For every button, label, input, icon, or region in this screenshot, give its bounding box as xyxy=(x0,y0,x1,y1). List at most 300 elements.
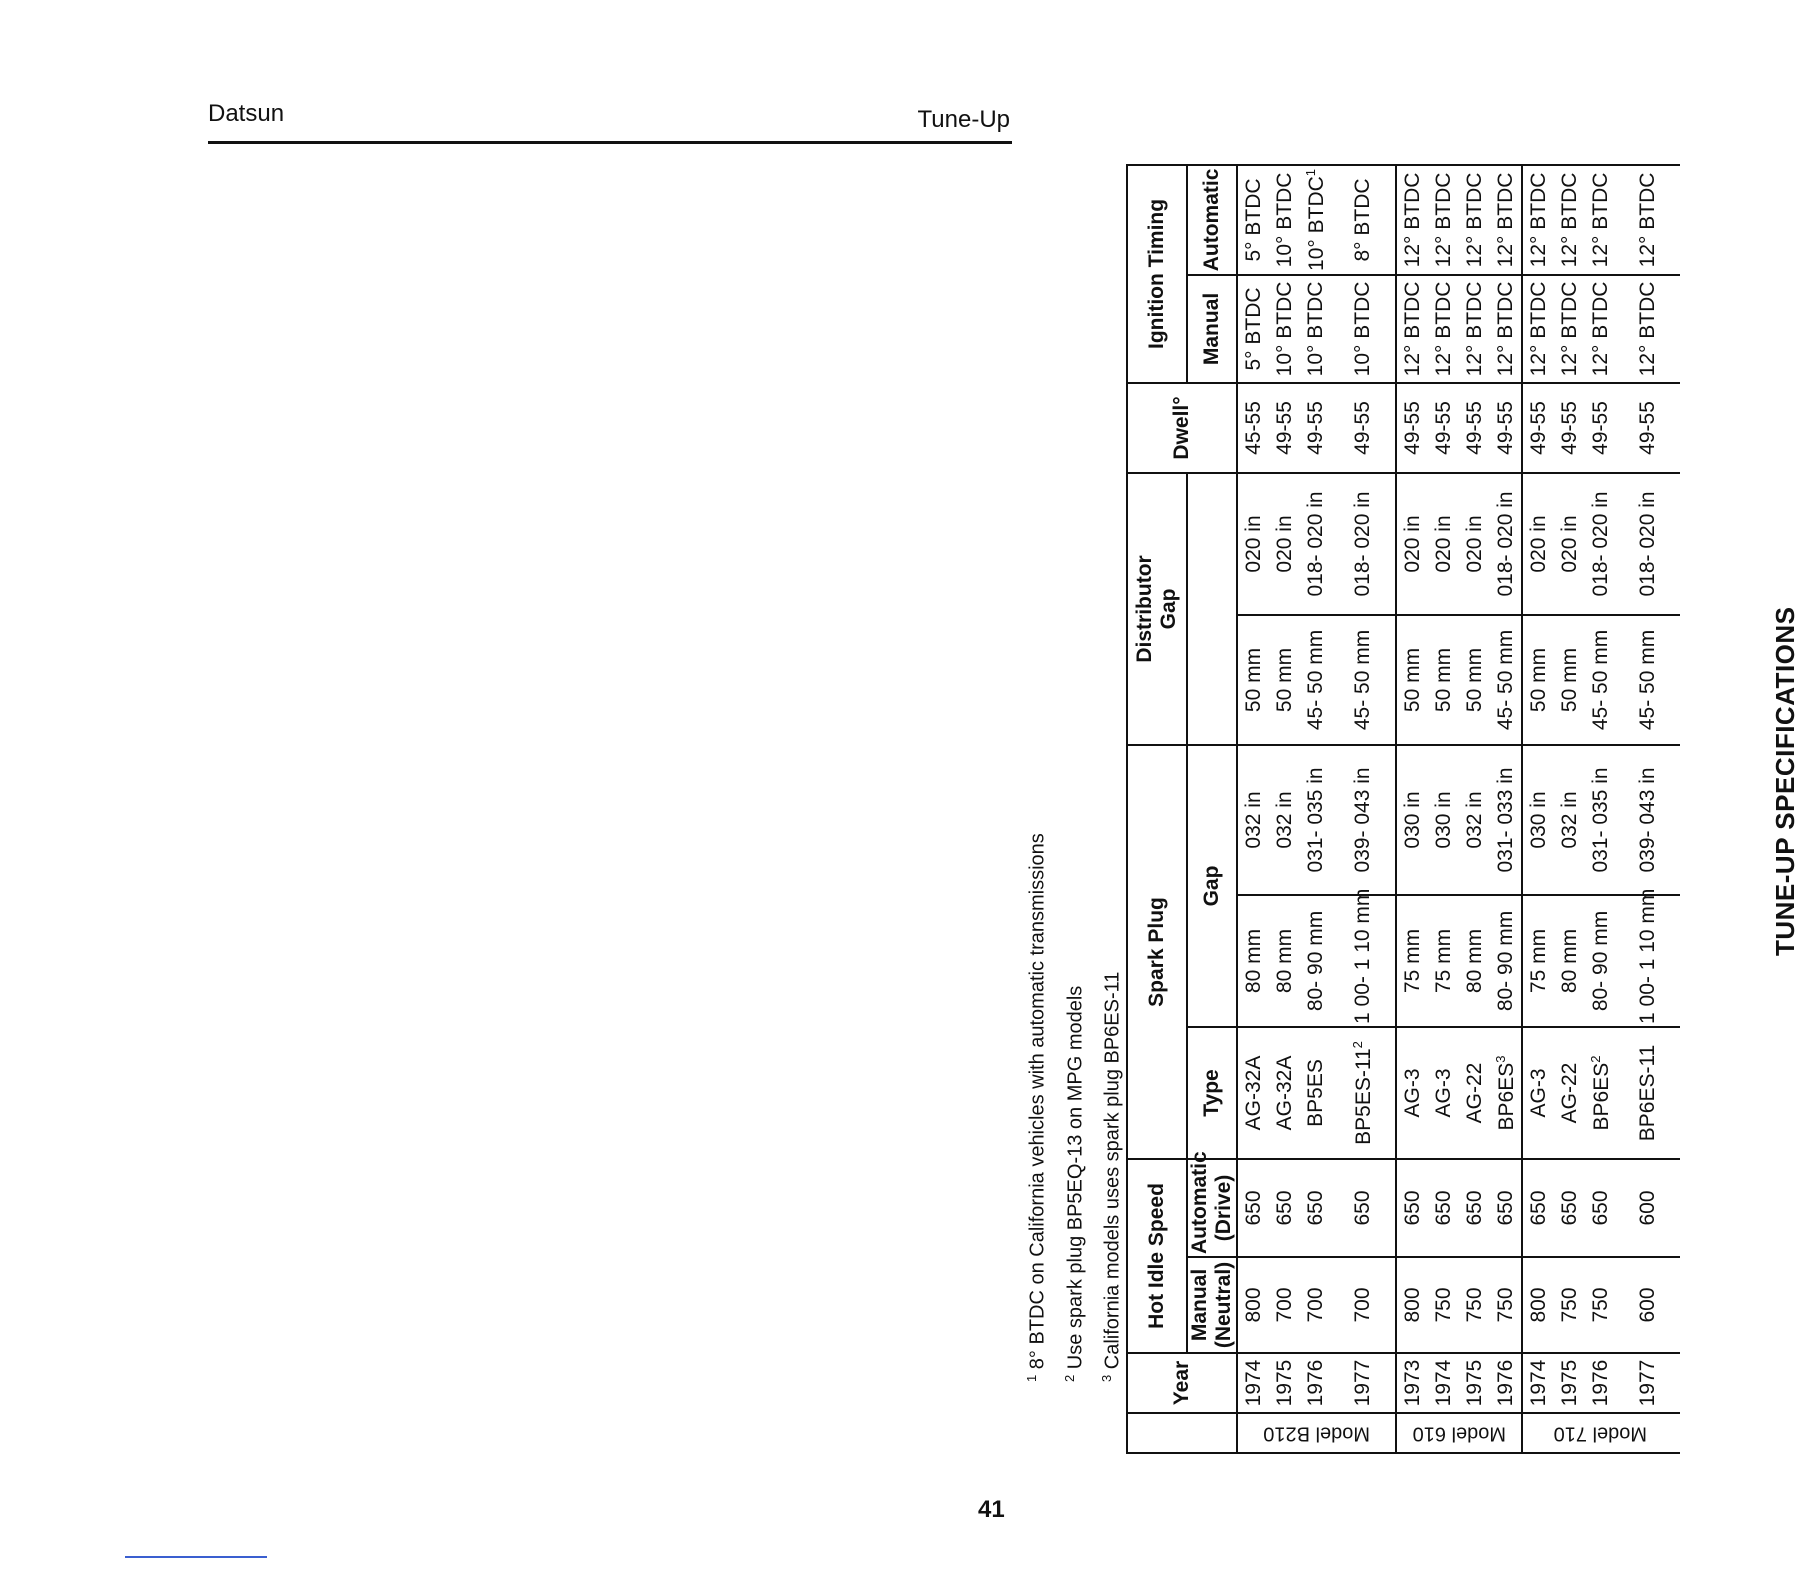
cell-ign-manual xyxy=(1269,275,1300,383)
cell-plug-gap-in xyxy=(1490,745,1522,895)
cell-year xyxy=(1459,1353,1490,1413)
cell-year xyxy=(1428,1353,1459,1413)
cell-plug-type-text: AG-22 xyxy=(1557,1062,1581,1124)
cell-dist-gap-mm xyxy=(1237,615,1269,745)
cell-ign-automatic xyxy=(1269,165,1300,275)
cell-year-text: 1977 xyxy=(1636,1359,1659,1407)
table-row xyxy=(1554,165,1585,1453)
cell-idle-manual xyxy=(1396,1257,1428,1353)
col-plug-gap: Gap xyxy=(1187,745,1237,1027)
cell-plug-gap-in xyxy=(1522,745,1554,895)
cell-year xyxy=(1300,1353,1331,1413)
cell-dwell-text: 49-55 xyxy=(1588,401,1612,455)
cell-idle-manual-text: 700 xyxy=(1351,1287,1374,1323)
cell-dist-gap-in xyxy=(1269,473,1300,615)
cell-dist-gap-mm-text: 45- 50 mm xyxy=(1636,629,1659,731)
cell-plug-gap-in-text: 032 in xyxy=(1272,791,1296,849)
table-row xyxy=(1237,165,1269,1453)
cell-idle-automatic-text: 650 xyxy=(1303,1190,1327,1226)
cell-idle-automatic-text: 650 xyxy=(1493,1190,1517,1226)
cell-dist-gap-in-text: 018- 020 in xyxy=(1493,491,1517,597)
footnotes xyxy=(1016,833,1129,1382)
cell-plug-gap-mm-text: 1 00- 1 10 mm xyxy=(1636,888,1659,1024)
cell-ign-manual-text: 10° BTDC xyxy=(1303,281,1327,377)
cell-ign-automatic-text: 12° BTDC xyxy=(1557,172,1581,268)
cell-idle-automatic xyxy=(1585,1159,1616,1257)
col-distributor-gap: Gap xyxy=(1157,588,1180,630)
col-idle-neutral-label: (Neutral) xyxy=(1212,1261,1235,1349)
cell-idle-manual-text: 750 xyxy=(1588,1287,1612,1323)
cell-plug-type-text: AG-3 xyxy=(1431,1068,1455,1118)
page-title: TUNE-UP SPECIFICATIONS xyxy=(1770,606,1800,956)
cell-idle-automatic xyxy=(1522,1159,1554,1257)
cell-idle-automatic-text: 650 xyxy=(1462,1190,1486,1226)
cell-plug-gap-in xyxy=(1616,745,1680,895)
table-row xyxy=(1459,165,1490,1453)
cell-year xyxy=(1522,1353,1554,1413)
cell-ign-automatic xyxy=(1585,165,1616,275)
cell-idle-automatic xyxy=(1237,1159,1269,1257)
cell-idle-manual xyxy=(1585,1257,1616,1353)
cell-dist-gap-in xyxy=(1459,473,1490,615)
cell-year-text: 1976 xyxy=(1303,1359,1327,1407)
cell-idle-manual xyxy=(1269,1257,1300,1353)
cell-idle-automatic xyxy=(1331,1159,1396,1257)
cell-idle-manual xyxy=(1300,1257,1331,1353)
col-year: Year xyxy=(1127,1353,1237,1413)
cell-ign-manual-text: 12° BTDC xyxy=(1493,281,1517,377)
cell-plug-gap-mm-text: 1 00- 1 10 mm xyxy=(1351,888,1374,1024)
col-idle-automatic-label: Automatic xyxy=(1188,1151,1211,1254)
cell-plug-type xyxy=(1300,1027,1331,1159)
rotated-table-frame xyxy=(1000,166,1800,1466)
cell-plug-gap-mm xyxy=(1428,895,1459,1027)
cell-idle-manual xyxy=(1331,1257,1396,1353)
cell-dist-gap-mm-text: 50 mm xyxy=(1241,647,1265,713)
cell-plug-gap-in xyxy=(1269,745,1300,895)
cell-dist-gap-in xyxy=(1616,473,1680,615)
table-row xyxy=(1490,165,1522,1453)
cell-ign-automatic xyxy=(1522,165,1554,275)
cell-year xyxy=(1396,1353,1428,1413)
cell-dwell-text: 49-55 xyxy=(1272,401,1296,455)
cell-plug-gap-in-text: 030 in xyxy=(1400,791,1424,849)
cell-idle-automatic-text: 650 xyxy=(1526,1190,1550,1226)
cell-dist-gap-mm-text: 45- 50 mm xyxy=(1493,629,1517,731)
cell-idle-manual xyxy=(1616,1257,1680,1353)
cell-dist-gap-mm-text: 50 mm xyxy=(1431,647,1455,713)
table-row xyxy=(1428,165,1459,1453)
cell-plug-type-text: BP5ES xyxy=(1303,1059,1327,1127)
cell-plug-gap-mm-text: 75 mm xyxy=(1526,928,1550,994)
cell-year-text: 1976 xyxy=(1588,1359,1612,1407)
cell-ign-manual xyxy=(1396,275,1428,383)
cell-plug-gap-mm xyxy=(1300,895,1331,1027)
cell-idle-manual-text: 700 xyxy=(1303,1287,1327,1323)
cell-ign-automatic xyxy=(1396,165,1428,275)
cell-plug-gap-in xyxy=(1331,745,1396,895)
footnote-marker: 2 xyxy=(1587,1055,1603,1063)
cell-idle-automatic xyxy=(1428,1159,1459,1257)
cell-plug-gap-in-text: 039- 043 in xyxy=(1636,767,1659,873)
spec-table-body xyxy=(1237,165,1680,1453)
cell-idle-manual-text: 800 xyxy=(1241,1287,1265,1323)
table-row xyxy=(1300,165,1331,1453)
cell-idle-manual-text: 700 xyxy=(1272,1287,1296,1323)
cell-dwell-text: 49-55 xyxy=(1462,401,1486,455)
cell-dist-gap-mm xyxy=(1300,615,1331,745)
cell-dist-gap-mm xyxy=(1616,615,1680,745)
cell-idle-automatic xyxy=(1300,1159,1331,1257)
cell-idle-automatic-text: 650 xyxy=(1557,1190,1581,1226)
cell-plug-gap-mm xyxy=(1396,895,1428,1027)
cell-plug-type-text: AG-32A xyxy=(1272,1055,1296,1131)
cell-dwell xyxy=(1331,383,1396,473)
cell-dwell xyxy=(1554,383,1585,473)
cell-plug-gap-in-text: 031- 033 in xyxy=(1493,767,1517,873)
cell-idle-manual-text: 750 xyxy=(1462,1287,1486,1323)
cell-dist-gap-mm xyxy=(1554,615,1585,745)
cell-idle-automatic-text: 650 xyxy=(1431,1190,1455,1226)
table-row xyxy=(1616,165,1680,1453)
footnote xyxy=(1016,833,1054,1382)
header-left: Datsun xyxy=(208,100,285,127)
cell-dist-gap-mm xyxy=(1269,615,1300,745)
cell-idle-automatic-text: 650 xyxy=(1400,1190,1424,1226)
cell-ign-manual xyxy=(1616,275,1680,383)
cell-plug-gap-mm xyxy=(1585,895,1616,1027)
footnote-text: California models uses spark plug BP6ES-11 xyxy=(1101,971,1124,1370)
cell-plug-gap-mm-text: 80- 90 mm xyxy=(1303,910,1327,1012)
cell-dist-gap-mm xyxy=(1522,615,1554,745)
table-row xyxy=(1396,165,1428,1453)
cell-ign-manual-text: 12° BTDC xyxy=(1588,281,1612,377)
cell-idle-manual-text: 750 xyxy=(1431,1287,1455,1323)
cell-plug-gap-in xyxy=(1428,745,1459,895)
cell-dist-gap-in xyxy=(1428,473,1459,615)
cell-idle-automatic xyxy=(1616,1159,1680,1257)
cell-year-text: 1975 xyxy=(1462,1359,1486,1407)
cell-dist-gap-in xyxy=(1554,473,1585,615)
cell-idle-automatic xyxy=(1490,1159,1522,1257)
cell-dwell xyxy=(1396,383,1428,473)
cell-dist-gap-in xyxy=(1585,473,1616,615)
cell-idle-manual xyxy=(1554,1257,1585,1353)
cell-dist-gap-in-text: 020 in xyxy=(1557,515,1581,573)
cell-dist-gap-mm xyxy=(1396,615,1428,745)
cell-dwell xyxy=(1585,383,1616,473)
model-header-blank xyxy=(1127,1413,1237,1453)
cell-year-text: 1974 xyxy=(1431,1359,1455,1407)
cell-idle-automatic-text: 650 xyxy=(1241,1190,1265,1226)
cell-dist-gap-mm-text: 50 mm xyxy=(1462,647,1486,713)
footnote xyxy=(1091,833,1129,1382)
cell-dist-gap-mm-text: 45- 50 mm xyxy=(1588,629,1612,731)
cell-dist-gap-in-text: 020 in xyxy=(1462,515,1486,573)
cell-ign-automatic-text: 12° BTDC xyxy=(1431,172,1455,268)
cell-ign-automatic-text: 12° BTDC xyxy=(1636,172,1659,268)
cell-dwell xyxy=(1269,383,1300,473)
cell-ign-automatic xyxy=(1331,165,1396,275)
col-plug-type: Type xyxy=(1187,1027,1237,1159)
cell-plug-type xyxy=(1237,1027,1269,1159)
cell-year-text: 1974 xyxy=(1241,1359,1265,1407)
cell-year xyxy=(1237,1353,1269,1413)
cell-dist-gap-in-text: 020 in xyxy=(1241,515,1265,573)
footnote-text: 8° BTDC on California vehicles with automatic transmissions xyxy=(1026,833,1049,1370)
cell-plug-gap-mm xyxy=(1237,895,1269,1027)
cell-idle-manual xyxy=(1428,1257,1459,1353)
cell-year xyxy=(1331,1353,1396,1413)
cell-year-text: 1974 xyxy=(1526,1359,1550,1407)
cell-dist-gap-mm-text: 50 mm xyxy=(1400,647,1424,713)
cell-plug-gap-in xyxy=(1300,745,1331,895)
cell-idle-manual-text: 800 xyxy=(1526,1287,1550,1323)
cell-plug-type xyxy=(1490,1027,1522,1159)
cell-plug-type xyxy=(1396,1027,1428,1159)
cell-plug-gap-mm-text: 80 mm xyxy=(1241,928,1265,994)
table-row xyxy=(1585,165,1616,1453)
cell-plug-gap-mm xyxy=(1522,895,1554,1027)
cell-plug-type xyxy=(1585,1027,1616,1159)
cell-dist-gap-mm xyxy=(1585,615,1616,745)
cell-plug-gap-in xyxy=(1585,745,1616,895)
cell-ign-manual xyxy=(1300,275,1331,383)
table-row xyxy=(1522,165,1554,1453)
col-ignition-timing: Ignition Timing xyxy=(1127,165,1187,383)
cell-plug-gap-mm-text: 75 mm xyxy=(1431,928,1455,994)
cell-plug-gap-mm xyxy=(1269,895,1300,1027)
cell-dist-gap-in xyxy=(1522,473,1554,615)
cell-plug-gap-mm-text: 80- 90 mm xyxy=(1588,910,1612,1012)
col-ign-manual: Manual xyxy=(1187,275,1237,383)
cell-dist-gap-mm-text: 45- 50 mm xyxy=(1351,629,1374,731)
cell-ign-manual xyxy=(1428,275,1459,383)
cell-ign-automatic-text: 12° BTDC xyxy=(1462,172,1486,268)
cell-plug-gap-in-text: 039- 043 in xyxy=(1351,767,1374,873)
cell-idle-manual xyxy=(1490,1257,1522,1353)
cell-plug-type-text: AG-32A xyxy=(1241,1055,1265,1131)
cell-dist-gap-in-text: 020 in xyxy=(1272,515,1296,573)
col-distributor xyxy=(1127,473,1187,745)
cell-plug-type-text: AG-3 xyxy=(1526,1068,1550,1118)
cell-ign-manual-text: 12° BTDC xyxy=(1400,281,1424,377)
cell-ign-automatic xyxy=(1237,165,1269,275)
col-idle-automatic xyxy=(1187,1151,1237,1257)
cell-dwell-text: 49-55 xyxy=(1493,401,1517,455)
cell-plug-type-text: BP6ES xyxy=(1589,1062,1613,1131)
cell-dist-gap-in-text: 018- 020 in xyxy=(1303,491,1327,597)
cell-idle-automatic xyxy=(1396,1159,1428,1257)
tune-up-spec-table xyxy=(1126,164,1680,1454)
cell-dist-gap-in xyxy=(1237,473,1269,615)
cell-ign-automatic xyxy=(1459,165,1490,275)
cell-dwell-text: 49-55 xyxy=(1526,401,1550,455)
cell-idle-automatic xyxy=(1269,1159,1300,1257)
col-spark-plug: Spark Plug xyxy=(1127,745,1187,1159)
cell-plug-type xyxy=(1331,1027,1396,1159)
model-label: Model 710 xyxy=(1522,1413,1680,1453)
cell-plug-gap-in xyxy=(1554,745,1585,895)
cell-ign-manual xyxy=(1331,275,1396,383)
cell-plug-type xyxy=(1428,1027,1459,1159)
cell-dist-gap-in xyxy=(1396,473,1428,615)
footnote-mark: 3 xyxy=(1099,1374,1115,1382)
cell-plug-gap-in xyxy=(1396,745,1428,895)
cell-plug-type-text: BP5ES-11 xyxy=(1352,1048,1375,1145)
page-number: 41 xyxy=(978,1496,1005,1523)
cell-ign-manual xyxy=(1554,275,1585,383)
cell-ign-manual-text: 12° BTDC xyxy=(1431,281,1455,377)
cell-plug-gap-in-text: 031- 035 in xyxy=(1303,767,1327,873)
cell-year-text: 1975 xyxy=(1557,1359,1581,1407)
col-distributor-sub xyxy=(1187,473,1237,745)
header-rule xyxy=(208,141,1012,144)
cell-dwell xyxy=(1616,383,1680,473)
cell-dist-gap-in-text: 020 in xyxy=(1526,515,1550,573)
cell-ign-manual xyxy=(1459,275,1490,383)
col-idle-drive-label: (Drive) xyxy=(1212,1174,1235,1242)
cell-dist-gap-mm-text: 45- 50 mm xyxy=(1303,629,1327,731)
cell-plug-gap-in-text: 030 in xyxy=(1431,791,1455,849)
cell-plug-type-text: AG-22 xyxy=(1462,1062,1486,1124)
cell-dist-gap-mm xyxy=(1490,615,1522,745)
cell-plug-gap-mm xyxy=(1459,895,1490,1027)
cell-dist-gap-in-text: 018- 020 in xyxy=(1636,491,1659,597)
cell-ign-manual xyxy=(1237,275,1269,383)
cell-plug-gap-in-text: 031- 035 in xyxy=(1588,767,1612,873)
cell-dist-gap-mm xyxy=(1331,615,1396,745)
cell-idle-automatic xyxy=(1554,1159,1585,1257)
cell-idle-manual-text: 750 xyxy=(1493,1287,1517,1323)
col-idle-manual xyxy=(1187,1257,1237,1353)
cell-dist-gap-in xyxy=(1300,473,1331,615)
footnote-mark: 2 xyxy=(1061,1374,1077,1382)
footnote xyxy=(1054,833,1092,1382)
cell-ign-manual xyxy=(1585,275,1616,383)
cell-dist-gap-in-text: 020 in xyxy=(1431,515,1455,573)
cell-dwell xyxy=(1300,383,1331,473)
cell-year-text: 1977 xyxy=(1351,1359,1374,1407)
cell-plug-gap-mm xyxy=(1331,888,1396,1027)
cell-ign-automatic-text: 12° BTDC xyxy=(1526,172,1550,268)
cell-idle-automatic-text: 600 xyxy=(1636,1190,1659,1226)
cell-dwell-text: 49-55 xyxy=(1557,401,1581,455)
footnote-marker: 3 xyxy=(1492,1055,1508,1063)
cell-year xyxy=(1269,1353,1300,1413)
cell-dist-gap-in-text: 018- 020 in xyxy=(1588,491,1612,597)
cell-ign-manual-text: 12° BTDC xyxy=(1636,281,1659,377)
cell-dwell-text: 45-55 xyxy=(1241,401,1265,455)
cell-idle-manual-text: 800 xyxy=(1400,1287,1424,1323)
cell-dwell-text: 49-55 xyxy=(1303,401,1327,455)
cell-plug-gap-mm-text: 80- 90 mm xyxy=(1493,910,1517,1012)
cell-year xyxy=(1585,1353,1616,1413)
cell-ign-automatic-text: 12° BTDC xyxy=(1400,172,1424,268)
cell-plug-type xyxy=(1522,1027,1554,1159)
cell-ign-automatic-text: 5° BTDC xyxy=(1241,178,1265,262)
cell-ign-manual xyxy=(1490,275,1522,383)
col-dwell: Dwell° xyxy=(1127,383,1237,473)
cell-plug-gap-mm xyxy=(1490,895,1522,1027)
cell-plug-gap-in xyxy=(1459,745,1490,895)
cell-ign-automatic-text: 12° BTDC xyxy=(1493,172,1517,268)
cell-dwell xyxy=(1237,383,1269,473)
cell-ign-automatic-text: 10° BTDC xyxy=(1304,176,1328,271)
table-row xyxy=(1269,165,1300,1453)
cell-ign-manual-text: 5° BTDC xyxy=(1241,287,1265,371)
cell-dist-gap-mm xyxy=(1459,615,1490,745)
cell-ign-automatic xyxy=(1300,165,1331,275)
table-row xyxy=(1331,165,1396,1453)
cell-ign-manual-text: 12° BTDC xyxy=(1462,281,1486,377)
cell-idle-manual xyxy=(1459,1257,1490,1353)
cell-dist-gap-in xyxy=(1490,473,1522,615)
cell-dwell xyxy=(1522,383,1554,473)
cell-plug-type xyxy=(1616,1027,1680,1159)
cell-dist-gap-mm-text: 50 mm xyxy=(1272,647,1296,713)
cell-plug-gap-in-text: 030 in xyxy=(1526,791,1550,849)
cell-dist-gap-mm-text: 50 mm xyxy=(1526,647,1550,713)
cell-ign-manual-text: 10° BTDC xyxy=(1351,281,1374,377)
cell-ign-automatic-text: 8° BTDC xyxy=(1351,178,1374,262)
footnote-marker: 1 xyxy=(1302,168,1318,177)
cell-dwell-text: 49-55 xyxy=(1636,401,1659,455)
cell-dist-gap-in-text: 020 in xyxy=(1400,515,1424,573)
cell-plug-gap-mm xyxy=(1616,888,1680,1027)
cell-plug-type-text: BP6ES-11 xyxy=(1636,1044,1659,1142)
col-distributor-label: Distributor xyxy=(1133,555,1156,663)
footnote-text: Use spark plug BP5EQ-13 on MPG models xyxy=(1064,985,1087,1370)
cell-ign-automatic xyxy=(1554,165,1585,275)
cell-ign-automatic xyxy=(1490,165,1522,275)
footnote-mark: 1 xyxy=(1024,1374,1039,1382)
col-hot-idle-speed: Hot Idle Speed xyxy=(1127,1159,1187,1353)
cell-year xyxy=(1616,1353,1680,1413)
cell-plug-gap-in xyxy=(1237,745,1269,895)
cell-ign-automatic xyxy=(1616,165,1680,275)
cell-dwell xyxy=(1490,383,1522,473)
cell-year-text: 1975 xyxy=(1272,1359,1296,1407)
cell-ign-manual-text: 10° BTDC xyxy=(1272,281,1296,377)
cell-plug-gap-mm-text: 75 mm xyxy=(1400,928,1424,994)
cell-plug-type xyxy=(1554,1027,1585,1159)
cell-year xyxy=(1490,1353,1522,1413)
cell-year xyxy=(1554,1353,1585,1413)
cell-dwell xyxy=(1459,383,1490,473)
cell-plug-type-text: AG-3 xyxy=(1400,1068,1424,1118)
cell-dwell-text: 49-55 xyxy=(1351,401,1374,455)
cell-year-text: 1976 xyxy=(1493,1359,1517,1407)
cell-idle-manual xyxy=(1237,1257,1269,1353)
cell-plug-gap-in-text: 032 in xyxy=(1462,791,1486,849)
cell-idle-automatic-text: 650 xyxy=(1272,1190,1296,1226)
cell-dwell-text: 49-55 xyxy=(1431,401,1455,455)
cell-plug-gap-mm-text: 80 mm xyxy=(1557,928,1581,994)
cell-plug-type xyxy=(1269,1027,1300,1159)
cell-dwell-text: 49-55 xyxy=(1400,401,1424,455)
cell-idle-automatic-text: 650 xyxy=(1351,1190,1374,1226)
cell-plug-type-text: BP6ES xyxy=(1494,1062,1518,1131)
col-ign-automatic: Automatic xyxy=(1187,165,1237,275)
cell-ign-automatic xyxy=(1428,165,1459,275)
cell-plug-gap-in-text: 032 in xyxy=(1557,791,1581,849)
cell-ign-manual-text: 12° BTDC xyxy=(1526,281,1550,377)
cell-idle-manual xyxy=(1522,1257,1554,1353)
cell-plug-type xyxy=(1459,1027,1490,1159)
cell-dist-gap-in xyxy=(1331,473,1396,615)
cell-plug-gap-mm-text: 80 mm xyxy=(1462,928,1486,994)
